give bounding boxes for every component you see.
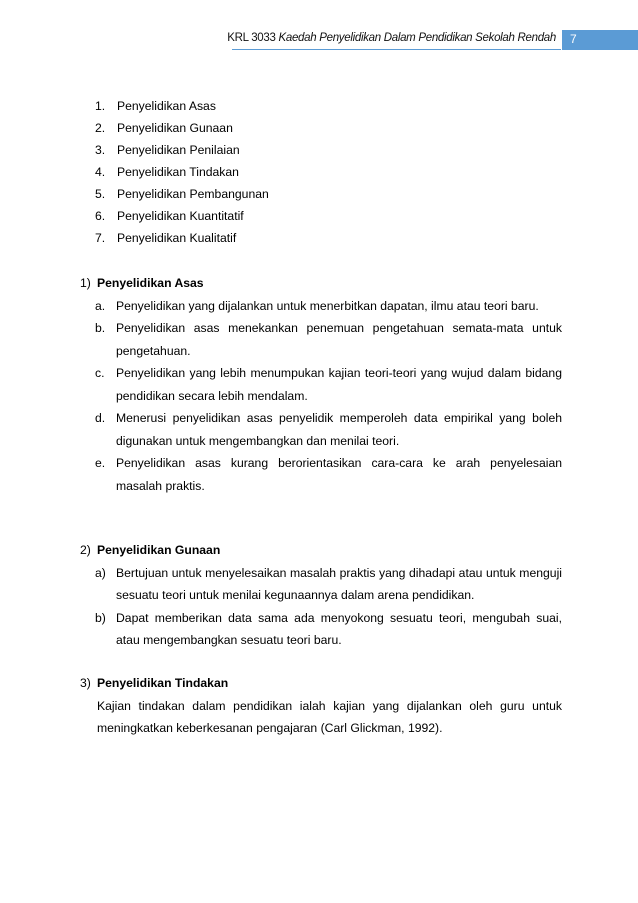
type-list [95, 95, 269, 249]
item-label: c. [95, 366, 105, 380]
list-item [95, 117, 269, 139]
list-number: 7. [95, 231, 106, 245]
list-item [95, 95, 269, 117]
item-label: d. [95, 411, 106, 425]
list-item [80, 607, 562, 652]
list-label: Penyelidikan Kuantitatif [117, 209, 244, 223]
list-number: 3. [95, 143, 106, 157]
item-label: b) [95, 610, 106, 625]
section-heading [80, 672, 562, 695]
item-text: Menerusi penyelidikan asas penyelidik memperoleh data empirikal yang boleh digunakan untuk mengembangkan dan menilai teori. [116, 411, 562, 448]
section-heading [80, 272, 562, 295]
item-text: Bertujuan untuk menyelesaikan masalah praktis yang dihadapi atau untuk menguji sesuatu teori untuk menilai kegunaannya dalam arena pendidikan. [116, 565, 562, 602]
section-number: 2) [80, 543, 91, 557]
item-label: b. [95, 321, 106, 335]
list-item [80, 452, 562, 497]
section-heading [80, 539, 562, 562]
list-item [80, 295, 562, 318]
section-number: 3) [80, 676, 91, 690]
section-paragraph: Kajian tindakan dalam pendidikan ialah kajian yang dijalankan oleh guru untuk meningkatkan keberkesanan pengajaran (Carl Glickman, 1992). [97, 698, 562, 735]
list-item [80, 562, 562, 607]
course-code: KRL 3033 [227, 32, 276, 44]
list-item [80, 407, 562, 452]
item-label: e. [95, 456, 106, 470]
list-item [95, 161, 269, 183]
section-penyelidikan-tindakan [80, 672, 562, 740]
section-penyelidikan-gunaan [80, 539, 562, 652]
list-item [80, 317, 562, 362]
list-item [95, 139, 269, 161]
list-number: 6. [95, 209, 106, 223]
header-text [227, 32, 556, 44]
item-label: a. [95, 298, 106, 313]
section-penyelidikan-asas [80, 272, 562, 497]
list-item [95, 227, 269, 249]
section-title: Penyelidikan Asas [97, 276, 204, 290]
list-label: Penyelidikan Penilaian [117, 143, 240, 157]
page-number: 7 [570, 32, 577, 46]
list-label: Penyelidikan Asas [117, 99, 216, 113]
course-title: Kaedah Penyelidikan Dalam Pendidikan Sekolah Rendah [278, 32, 556, 44]
item-text: Penyelidikan asas menekankan penemuan pengetahuan semata-mata untuk pengetahuan. [116, 321, 562, 358]
section-title: Penyelidikan Tindakan [97, 676, 229, 690]
list-item [80, 362, 562, 407]
list-label: Penyelidikan Tindakan [117, 165, 239, 179]
item-text: Dapat memberikan data sama ada menyokong sesuatu teori, mengubah suai, atau mengembangkan sesuatu teori baru. [116, 610, 562, 647]
list-label: Penyelidikan Gunaan [117, 121, 233, 135]
list-number: 1. [95, 99, 106, 113]
page-number-box [562, 30, 638, 50]
list-number: 2. [95, 121, 106, 135]
list-label: Penyelidikan Kualitatif [117, 231, 237, 245]
section-number: 1) [80, 276, 91, 290]
list-label: Penyelidikan Pembangunan [117, 187, 269, 201]
section-title: Penyelidikan Gunaan [97, 543, 221, 557]
item-text: Penyelidikan yang dijalankan untuk menerbitkan dapatan, ilmu atau teori baru. [116, 298, 539, 313]
item-text: Penyelidikan yang lebih menumpukan kajian teori-teori yang wujud dalam bidang pendidikan secara lebih mendalam. [116, 366, 562, 403]
page-header [0, 30, 638, 50]
header-rule [232, 49, 561, 50]
list-number: 5. [95, 187, 106, 201]
list-number: 4. [95, 165, 106, 179]
item-label: a) [95, 565, 106, 580]
list-item [95, 205, 269, 227]
list-item [95, 183, 269, 205]
item-text: Penyelidikan asas kurang berorientasikan cara-cara ke arah penyelesaian masalah praktis. [116, 456, 562, 493]
